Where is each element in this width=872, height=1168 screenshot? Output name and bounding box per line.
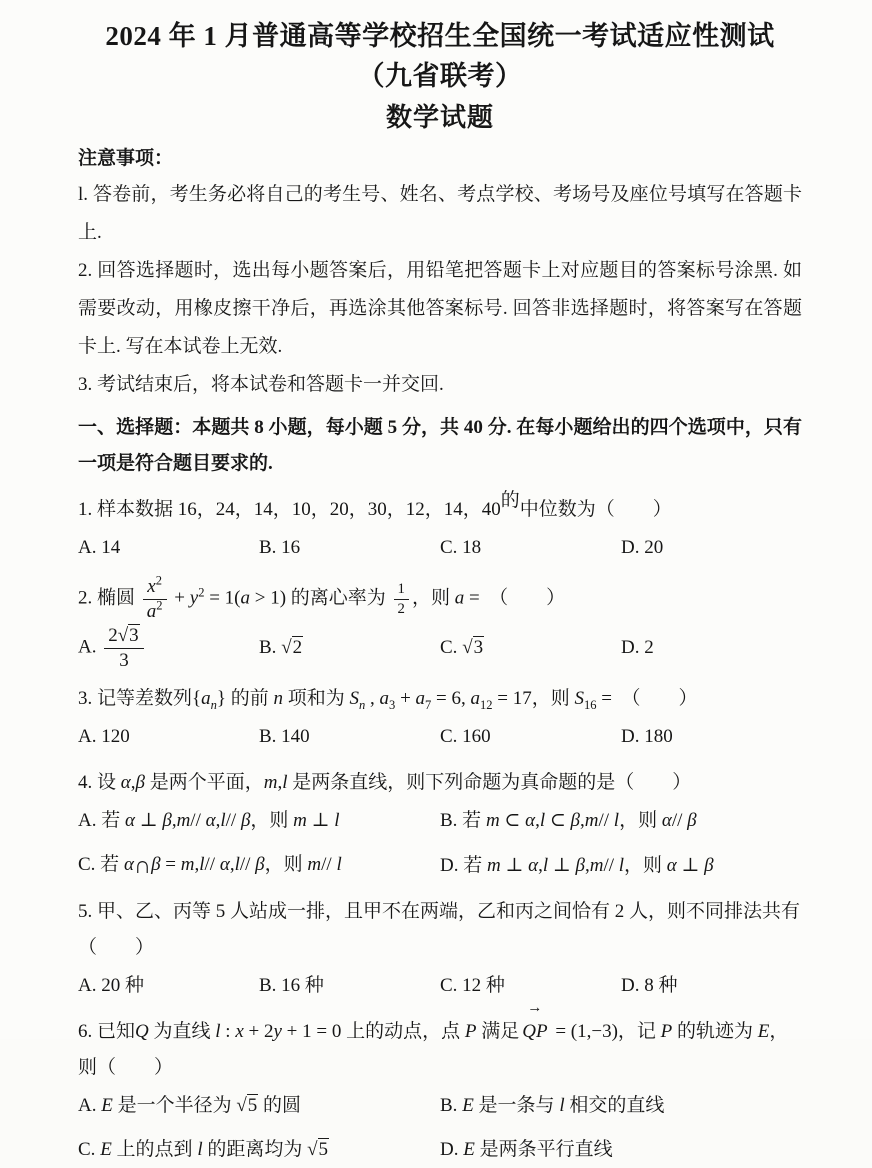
question-4-stem: 4. 设 α,β 是两个平面，m,l 是两条直线，则下列命题为真命题的是（ ） — [78, 772, 692, 794]
question-2 — [78, 573, 802, 671]
question-6-option-c: C. E 上的点到 l 的距离均为 √5 — [78, 1139, 329, 1161]
question-5 — [78, 894, 802, 1004]
question-3-option-c: C. 160 — [440, 726, 491, 748]
question-2-options — [78, 625, 802, 672]
question-2-stem: 2. 椭圆 $\frac{x^2}{a^2}$ + $y^2 = 1(a > 1)$ 的离心率为 $\frac{1}{2}$ ，则 a = （ ） — [78, 573, 566, 622]
question-1-option-d: D. 20 — [621, 537, 664, 558]
question-3-option-b: B. 140 — [259, 726, 310, 748]
section-heading-choice-questions: 一、选择题：本题共 8 小题，每小题 5 分，共 40 分. 在每小题给出的四个选项中，只有一项是符合题目要求的. — [78, 417, 802, 474]
question-1-options — [78, 530, 802, 566]
question-5-stem: 5. 甲、乙、丙等 5 人站成一排，且甲不在两端，乙和丙之间恰有 2 人，则不同排法共有（ ） — [78, 901, 801, 959]
question-2-option-d: D. 2 — [621, 637, 654, 659]
question-6-options — [78, 1088, 802, 1168]
question-3-option-a: A. 120 — [78, 726, 130, 748]
question-4-option-c: C. 若 α∩β = m,l// α,l// β，则 m// l — [78, 853, 342, 880]
question-4-options — [78, 803, 802, 884]
question-1-stem: 1. 样本数据 16，24，14，10，20，30，12，14，40的中位数为（ ） — [78, 490, 672, 520]
question-5-option-a: A. 20 种 — [78, 975, 144, 997]
question-1 — [78, 492, 802, 566]
page-title: 2024 年 1 月普通高等学校招生全国统一考试适应性测试（九省联考） — [105, 21, 775, 91]
question-2-option-c: C. √3 — [440, 637, 484, 659]
question-6-option-a: A. E 是一个半径为 √5 的圆 — [78, 1095, 302, 1117]
question-3-option-d: D. 180 — [621, 726, 673, 748]
question-4-option-d: D. 若 m ⊥ α,l ⊥ β,m// l，则 α ⊥ β — [440, 854, 714, 876]
question-1-option-b: B. 16 — [259, 537, 301, 558]
notice-item-1: l. 答卷前，考生务必将自己的考生号、姓名、考点学校、考场号及座位号填写在答题卡上. — [78, 184, 802, 243]
question-4-option-a: A. 若 α ⊥ β,m// α,l// β，则 m ⊥ l — [78, 810, 340, 832]
question-2-option-b: B. √2 — [259, 637, 303, 659]
question-5-option-c: C. 12 种 — [440, 975, 505, 997]
notice-heading: 注意事项： — [78, 148, 174, 169]
notice-item-3: 3. 考试结束后，将本试卷和答题卡一并交回. — [78, 374, 444, 395]
page-subtitle: 数学试题 — [385, 103, 494, 132]
question-3-stem: 3. 记等差数列$\{a_n\}$ 的前 n 项和为 $S_n$ , $a_3 + a_7 = 6$, $a_{12} = 17$，则 $S_{16}$ = （ ） — [78, 688, 698, 713]
question-5-option-b: B. 16 种 — [259, 975, 324, 997]
question-4 — [78, 765, 802, 884]
question-5-option-d: D. 8 种 — [621, 975, 678, 997]
question-3 — [78, 681, 802, 755]
question-1-option-a: A. 14 — [78, 537, 121, 558]
notice-item-2: 2. 回答选择题时，选出每小题答案后，用铅笔把答题卡上对应题目的答案标号涂黑. 如需要改动，用橡皮擦干净后，再选涂其他答案标号. 回答非选择题时，将答案写在答题卡上. 写在本试卷上无效. — [78, 260, 802, 357]
question-4-option-b: B. 若 m ⊂ α,l ⊂ β,m// l，则 α// β — [440, 810, 697, 832]
question-6 — [78, 1014, 802, 1168]
question-1-option-c: C. 18 — [440, 537, 482, 558]
question-3-options — [78, 719, 802, 755]
question-6-option-d: D. E 是两条平行直线 — [440, 1139, 613, 1161]
question-5-options — [78, 968, 802, 1004]
question-2-option-a: A. $\frac{2√3}{3}$ — [78, 625, 259, 672]
question-6-option-b: B. E 是一条与 l 相交的直线 — [440, 1095, 665, 1117]
question-6-stem: 6. 已知Q 为直线 l : x + 2y + 1 = 0 上的动点，点 P 满足 → QP = (1,−3)，记 P 的轨迹为 E，则（ ） — [78, 1014, 802, 1086]
